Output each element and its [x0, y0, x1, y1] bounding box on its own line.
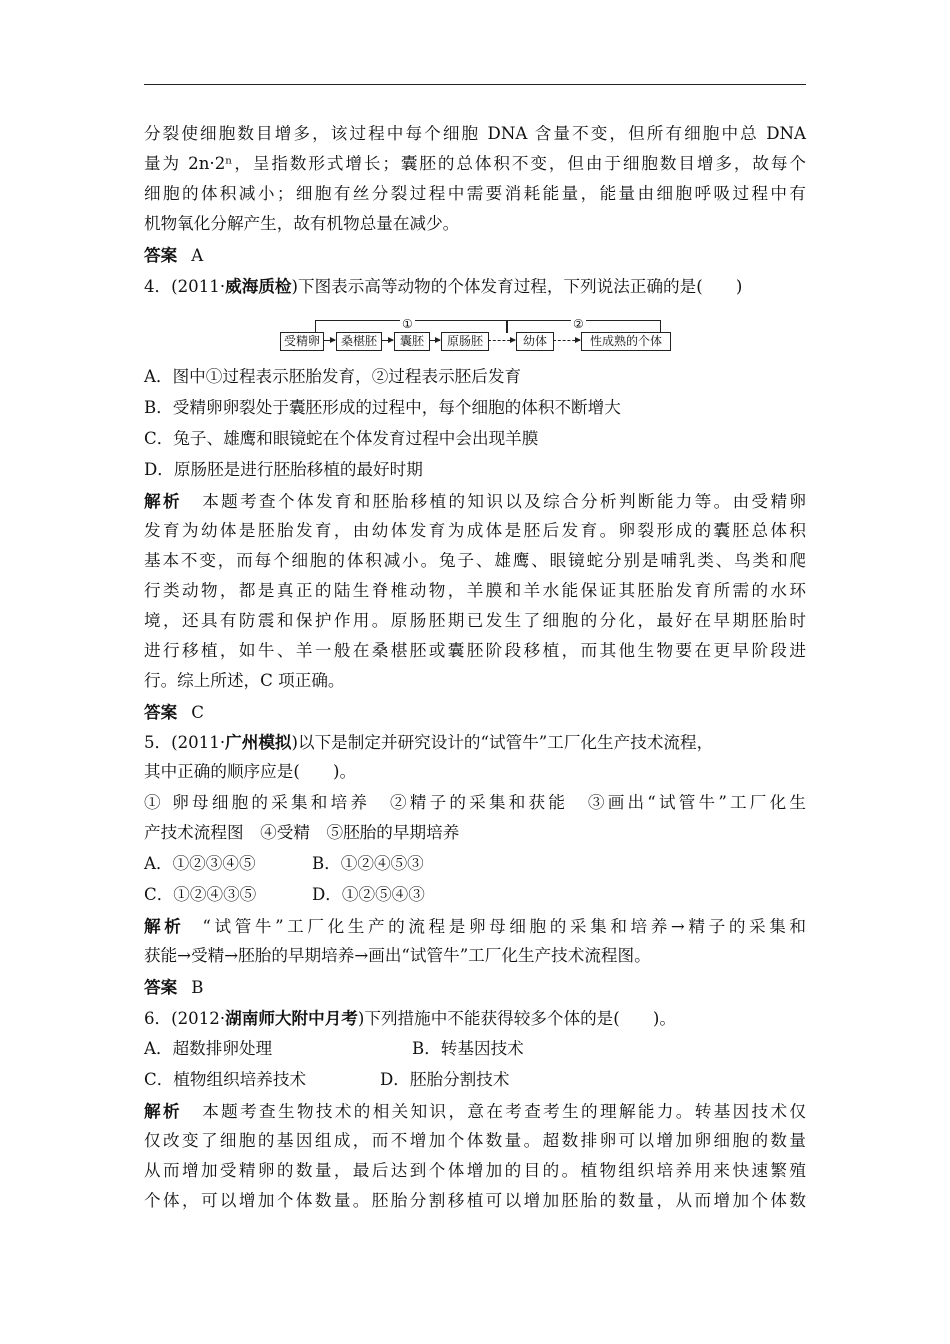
text-line: 量为 2n·2ⁿ，呈指数形式增长；囊胚的总体积不变，但由于细胞数目增多，故每个	[144, 154, 806, 173]
option-c: C．①②④③⑤	[144, 885, 257, 904]
item-list-line: ① 卵母细胞的采集和培养 ②精子的采集和获能 ③画出“试管牛”工厂化生	[144, 793, 806, 812]
answer-value: B	[191, 978, 204, 997]
options-row	[144, 1066, 806, 1094]
question-source: 湖南师大附中月考	[225, 1008, 358, 1028]
options-row	[144, 1035, 806, 1063]
text-line: 机物氧化分解产生，故有机物总量在减少。	[144, 214, 460, 233]
arrow	[381, 340, 393, 341]
answer-label: 答案	[144, 977, 178, 997]
development-flow-diagram	[280, 314, 676, 360]
arrow-dashed	[488, 340, 515, 341]
stage-label-1: ①	[402, 317, 413, 331]
answer-line	[144, 241, 806, 270]
option-c: C．兔子、雄鹰和眼镜蛇在个体发育过程中会出现羊膜	[144, 429, 539, 448]
flow-box-blastula: 囊胚	[394, 332, 430, 351]
header-rule	[144, 84, 806, 85]
option-b: B．转基因技术	[412, 1039, 524, 1058]
option-d: D．胚胎分割技术	[380, 1070, 510, 1089]
answer-value: A	[191, 246, 204, 265]
arrow	[429, 340, 440, 341]
flow-box-larva: 幼体	[516, 332, 554, 351]
analysis-line: 解析 本题考查生物技术的相关知识，意在考查考生的理解能力。转基因技术仅	[144, 1101, 807, 1121]
analysis-line: 基本不变，而每个细胞的体积减小。兔子、雄鹰、眼镜蛇分别是哺乳类、鸟类和爬	[144, 551, 806, 570]
option-c: C．植物组织培养技术	[144, 1070, 307, 1089]
question-5-stem-cont: 其中正确的顺序应是( )。	[144, 762, 357, 781]
analysis-line: 个体，可以增加个体数量。胚胎分割移植可以增加胚胎的数量，从而增加个体数	[144, 1191, 806, 1210]
arrow-dashed	[553, 340, 580, 341]
answer-value: C	[191, 703, 204, 722]
question-6-stem: 6．(2012·湖南师大附中月考)下列措施中不能获得较多个体的是( )。	[144, 1008, 676, 1028]
options-row	[144, 850, 806, 878]
stage-label-2: ②	[573, 317, 584, 331]
analysis-label: 解析	[144, 916, 185, 936]
option-a: A．图中①过程表示胚胎发育，②过程表示胚后发育	[144, 367, 522, 386]
option-a: A．①②③④⑤	[144, 854, 256, 873]
options-row	[144, 881, 806, 909]
analysis-line: 进行移植，如牛、羊一般在桑椹胚或囊胚阶段移植，而其他生物要在更早阶段进	[144, 641, 806, 660]
analysis-line: 境，还具有防震和保护作用。原肠胚期已发生了细胞的分化，最好在早期胚胎时	[144, 611, 806, 630]
analysis-label: 解析	[144, 491, 182, 511]
flow-box-gastrula: 原肠胚	[441, 332, 489, 351]
answer-label: 答案	[144, 245, 178, 265]
text-line: 分裂使细胞数目增多，该过程中每个细胞 DNA 含量不变，但所有细胞中总 DNA	[144, 124, 806, 143]
answer-line	[144, 973, 806, 1002]
answer-label: 答案	[144, 702, 178, 722]
question-source: 广州模拟	[225, 732, 292, 752]
analysis-line: 解析 本题考查个体发育和胚胎移植的知识以及综合分析判断能力等。由受精卵	[144, 491, 807, 511]
arrow	[323, 340, 335, 341]
analysis-line: 发育为幼体是胚胎发育，由幼体发育为成体是胚后发育。卵裂形成的囊胚总体积	[144, 521, 806, 540]
option-b: B．①②④⑤③	[312, 854, 424, 873]
question-5-stem: 5．(2011·广州模拟)以下是制定并研究设计的“试管牛”工厂化生产技术流程，	[144, 732, 714, 752]
flow-box-zygote: 受精卵	[280, 332, 324, 351]
analysis-line: 解析 “试管牛”工厂化生产的流程是卵母细胞的采集和培养→精子的采集和	[144, 916, 807, 936]
text-line: 细胞的体积减小；细胞有丝分裂过程中需要消耗能量，能量由细胞呼吸过程中有	[144, 184, 806, 203]
analysis-line: 行。综上所述，C 项正确。	[144, 671, 345, 690]
option-d: D．原肠胚是进行胚胎移植的最好时期	[144, 460, 423, 479]
option-a: A．超数排卵处理	[144, 1039, 273, 1058]
flow-box-adult: 性成熟的个体	[581, 332, 671, 351]
analysis-line: 获能→受精→胚胎的早期培养→画出“试管牛”工厂化生产技术流程图。	[144, 946, 651, 965]
option-b: B．受精卵卵裂处于囊胚形成的过程中，每个细胞的体积不断增大	[144, 398, 621, 417]
flow-box-morula: 桑椹胚	[336, 332, 382, 351]
analysis-line: 仅改变了细胞的基因组成，而不增加个体数量。超数排卵可以增加卵细胞的数量	[144, 1131, 806, 1150]
question-4-stem: 4．(2011·威海质检)下图表示高等动物的个体发育过程，下列说法正确的是( )	[144, 276, 743, 296]
option-d: D．①②⑤④③	[312, 885, 425, 904]
analysis-line: 行类动物，都是真正的陆生脊椎动物，羊膜和羊水能保证其胚胎发育所需的水环	[144, 581, 806, 600]
analysis-line: 从而增加受精卵的数量，最后达到个体增加的目的。植物组织培养用来快速繁殖	[144, 1161, 806, 1180]
answer-line	[144, 698, 806, 727]
question-source: 威海质检	[225, 276, 292, 296]
item-list-line: 产技术流程图 ④受精 ⑤胚胎的早期培养	[144, 823, 460, 842]
analysis-label: 解析	[144, 1101, 182, 1121]
